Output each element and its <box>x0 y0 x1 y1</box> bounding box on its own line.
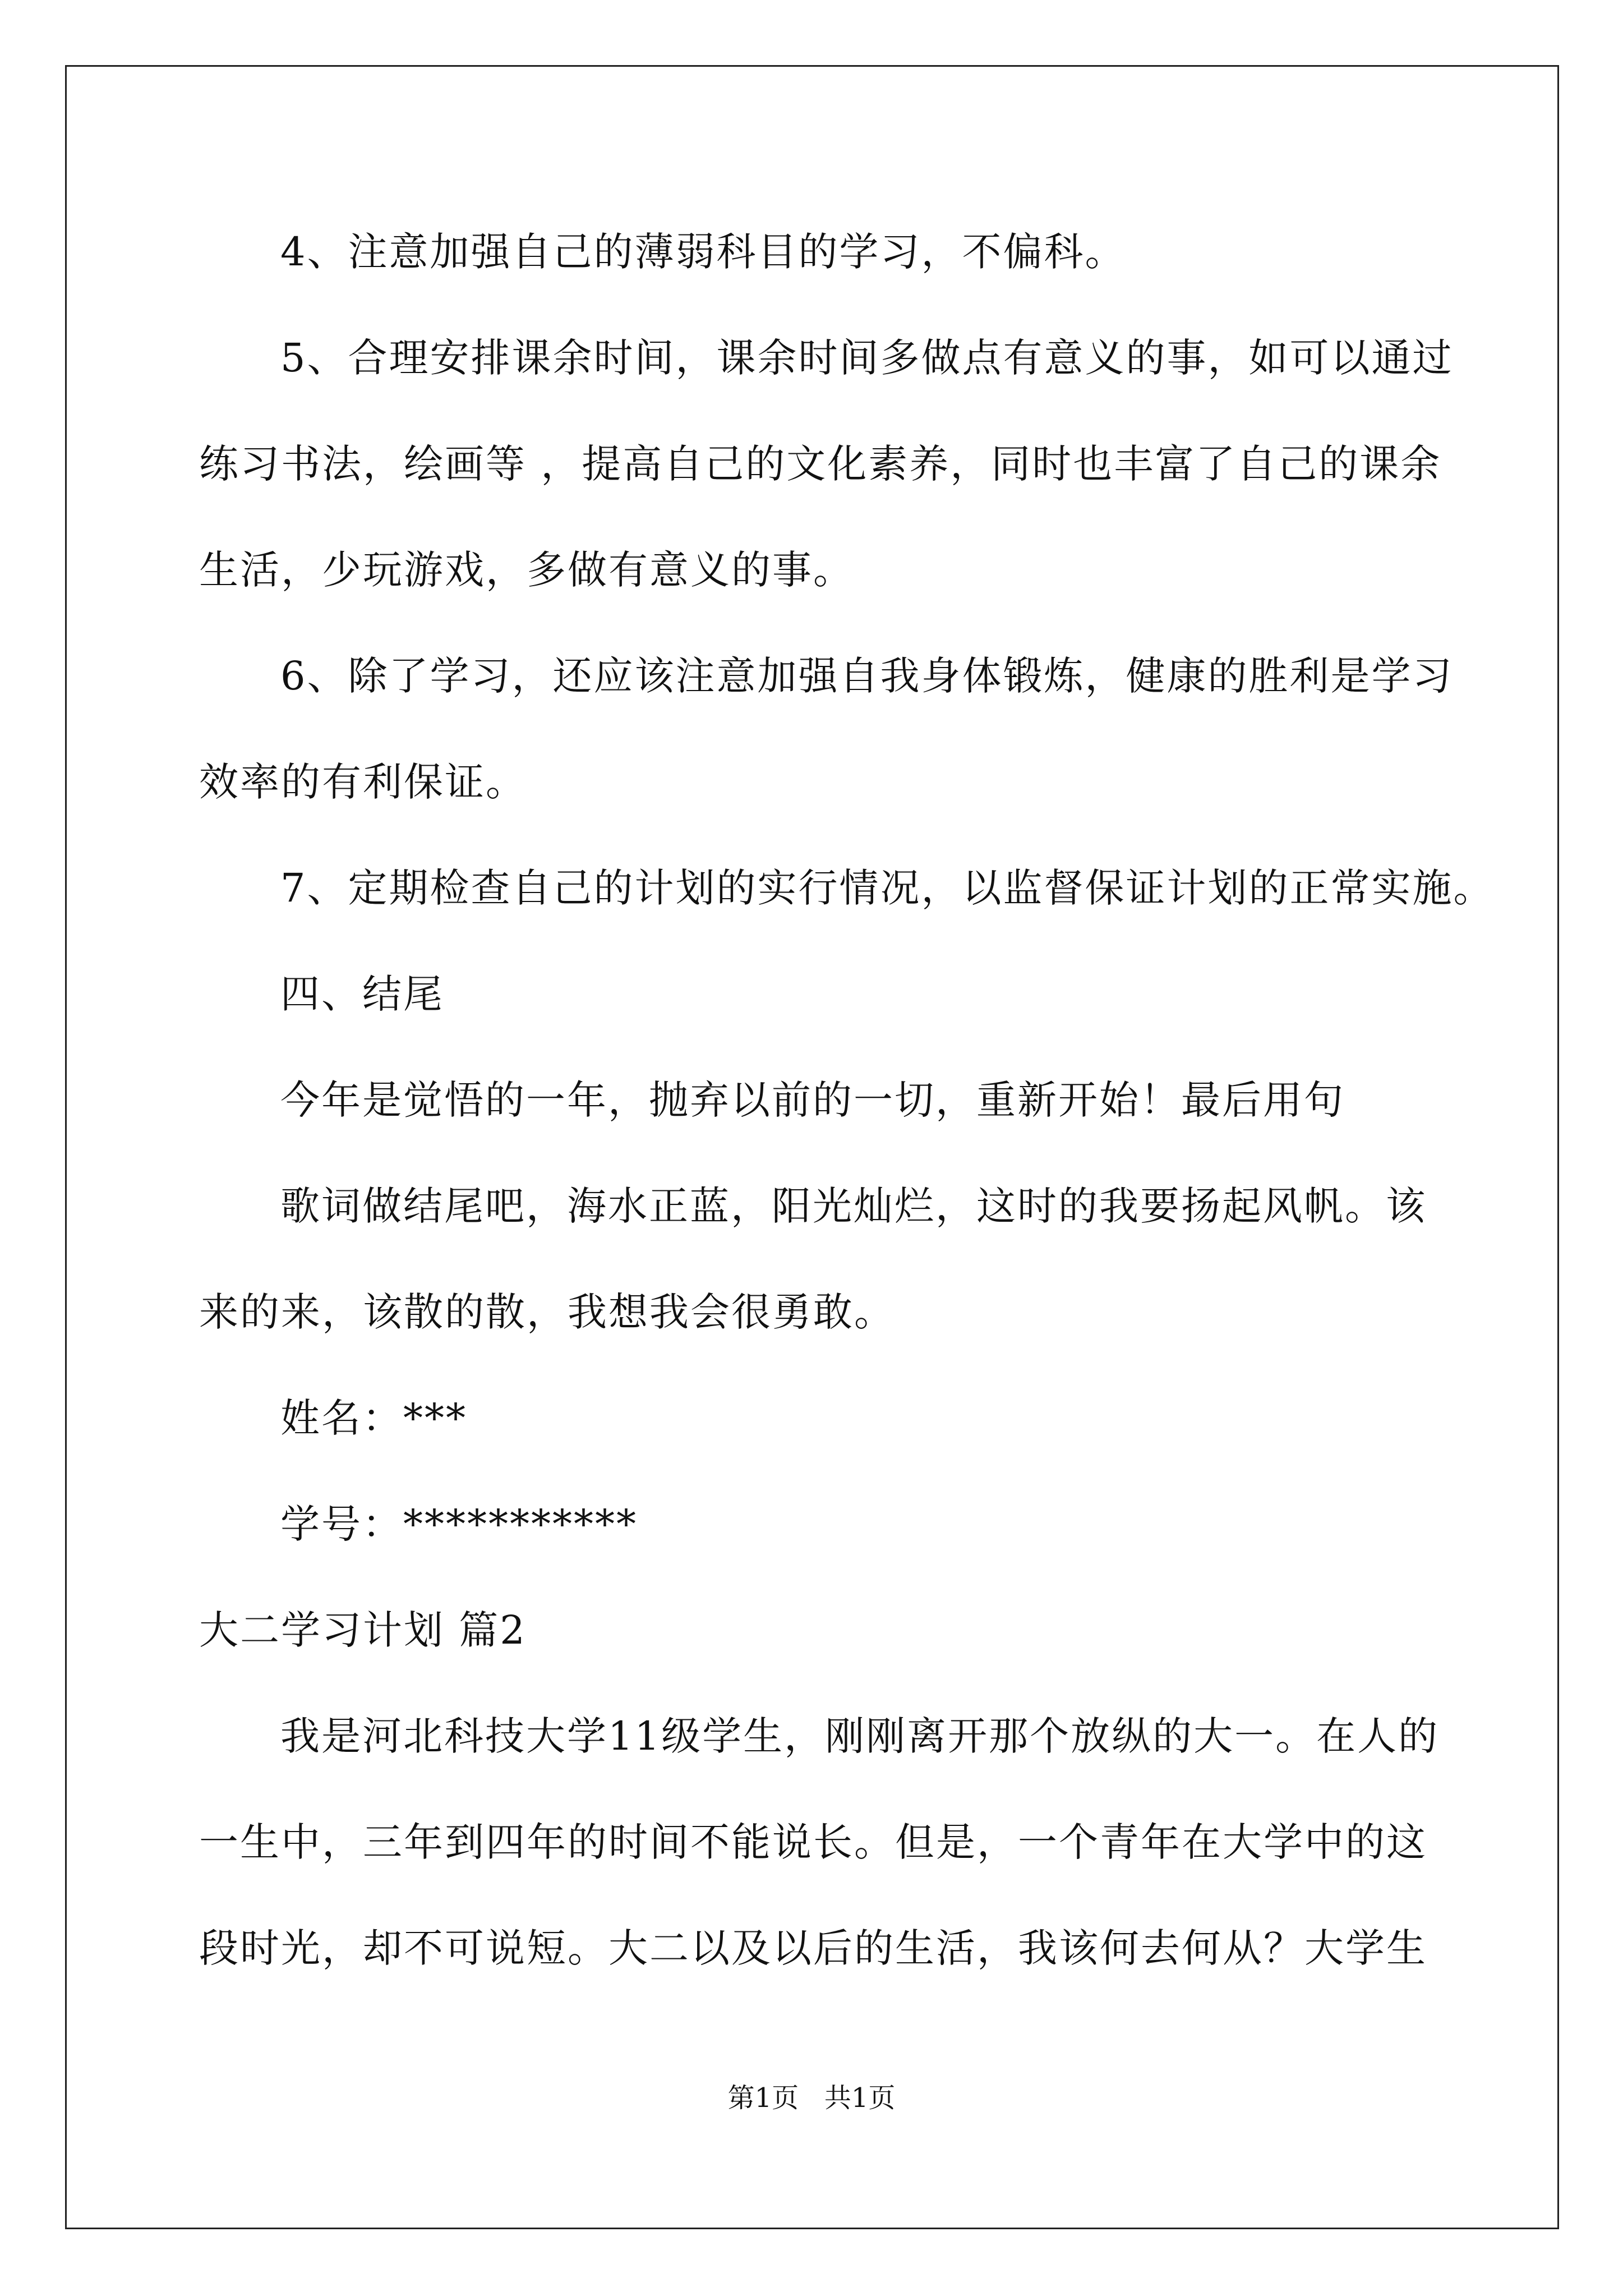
name-line: 姓名：*** <box>280 1395 467 1441</box>
paragraph-line: 练习书法，绘画等 ，提高自己的文化素养，同时也丰富了自己的课余 <box>199 441 1442 487</box>
page-footer: 第1页 共1页 <box>727 2082 896 2114</box>
paragraph-line: 5、合理安排课余时间，课余时间多做点有意义的事，如可以通过 <box>280 335 1454 381</box>
paragraph-line: 7、定期检查自己的计划的实行情况，以监督保证计划的正常实施。 <box>280 865 1495 911</box>
section-heading: 四、结尾 <box>280 971 444 1017</box>
paragraph-line: 来的来，该散的散，我想我会很勇敢。 <box>199 1289 895 1335</box>
paragraph-line: 6、除了学习，还应该注意加强自我身体锻炼，健康的胜利是学习 <box>280 653 1454 699</box>
paragraph-line: 我是河北科技大学11级学生，刚刚离开那个放纵的大一。在人的 <box>280 1713 1440 1759</box>
paragraph-line: 歌词做结尾吧，海水正蓝，阳光灿烂，这时的我要扬起风帆。该 <box>280 1183 1427 1229</box>
paragraph-line: 4、注意加强自己的薄弱科目的学习，不偏科。 <box>280 229 1126 275</box>
student-id-line: 学号：*********** <box>280 1501 638 1547</box>
paragraph-line: 今年是觉悟的一年，抛弃以前的一切，重新开始！最后用句 <box>280 1077 1345 1123</box>
paragraph-line: 效率的有利保证。 <box>199 759 527 805</box>
paragraph-line: 一生中，三年到四年的时间不能说长。但是，一个青年在大学中的这 <box>199 1819 1427 1865</box>
article-title: 大二学习计划 篇2 <box>199 1607 527 1653</box>
paragraph-line: 生活，少玩游戏，多做有意义的事。 <box>199 547 854 593</box>
paragraph-line: 段时光，却不可说短。大二以及以后的生活，我该何去何从？大学生 <box>199 1925 1427 1971</box>
